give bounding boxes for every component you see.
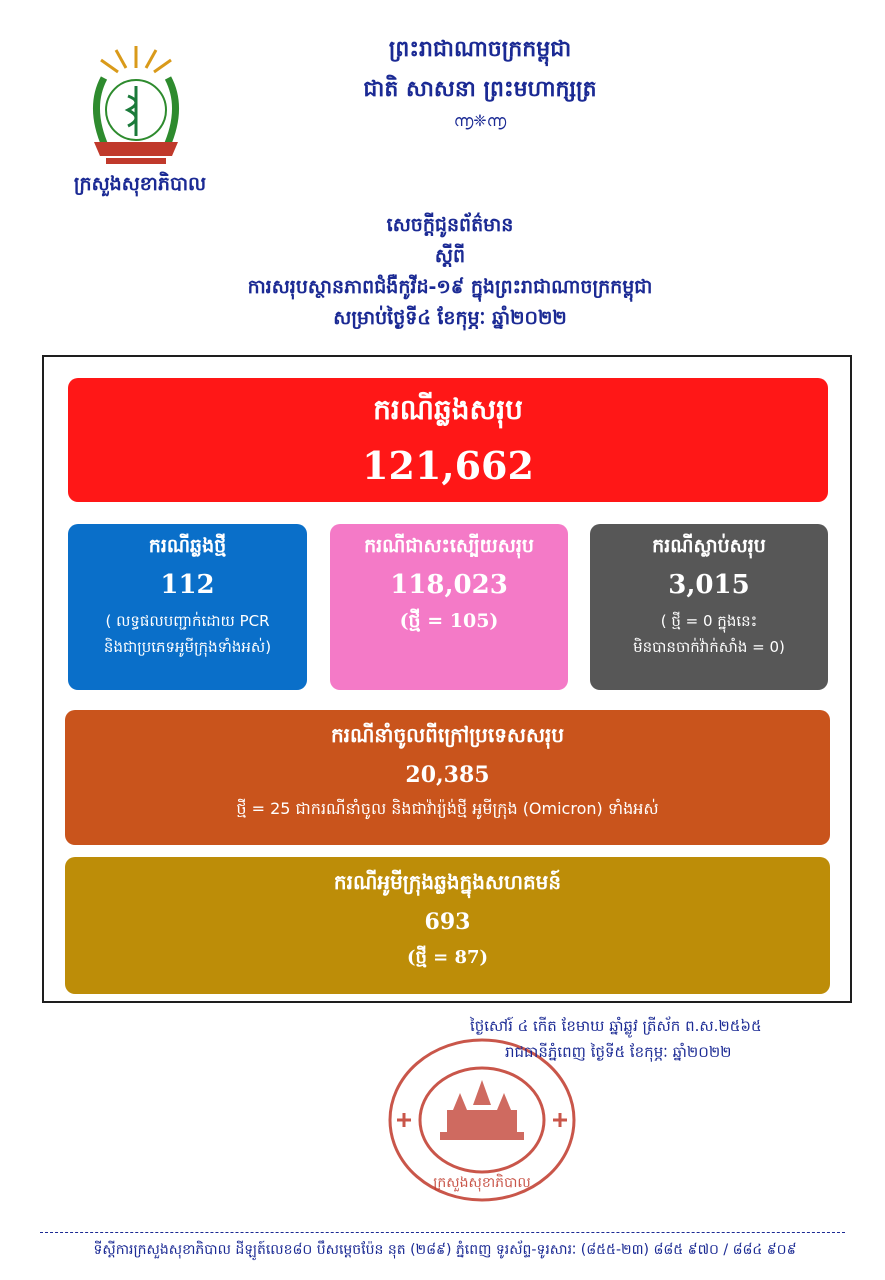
deaths-label: ករណីស្លាប់សរុប — [652, 535, 766, 557]
imported-cases-note: ថ្មី = 25 ជាករណីនាំចូល និងជាវ៉ារ្យ៉ង់ថ្មី អូមីក្រុង (Omicron) ទាំងអស់ — [236, 799, 659, 818]
deaths-value: 3,015 — [668, 570, 750, 600]
omicron-community-value: 693 — [424, 909, 471, 935]
kingdom-name: ព្រះរាជាណាចក្រកម្ពុជា — [388, 37, 572, 62]
stamp-text: ក្រសួងសុខាភិបាល — [433, 1175, 531, 1191]
new-cases-note — [68, 608, 307, 660]
total-cases-value: 121,662 — [362, 443, 534, 488]
footer-address: ទីស្តីការក្រសួងសុខាភិបាល ដីឡូត៍លេខ៨០ បឹសម្តេចប៉ែន នុត (២៨៩) ភ្នំពេញ ទូរស័ព្ទ-ទូរសារៈ (៨៥៥-២៣) ៨៨៥ ៩៧០ / ៨៨៤ ៩០៩ — [93, 1242, 797, 1258]
omicron-community-note: (ថ្មី = 87) — [406, 947, 489, 968]
imported-cases-card — [65, 710, 830, 845]
total-cases-card — [68, 378, 828, 502]
new-cases-card — [68, 524, 307, 690]
title-line-3: ការសរុបស្ថានភាពជំងឺកូវីដ-១៩ ក្នុងព្រះរាជាណាចក្រកម្ពុជា — [247, 276, 653, 298]
title-line-2: ស្តីពី — [434, 245, 466, 267]
title-line-4: សម្រាប់ថ្ងៃទី៤ ខែកុម្ភៈ ឆ្នាំ២០២២ — [333, 307, 567, 329]
ornament: ൬❈൬ — [453, 111, 507, 130]
new-cases-note-line-2: និងជាប្រភេទអូមីក្រុងទាំងអស់) — [103, 638, 272, 656]
imported-cases-label: ករណីនាំចូលពីក្រៅប្រទេសសរុប — [330, 723, 565, 747]
new-cases-label: ករណីឆ្លងថ្មី — [148, 535, 227, 557]
new-cases-value: 112 — [160, 570, 215, 600]
lunar-date: ថ្ងៃសៅរ៍ ៤ កើត ខែមាឃ ឆ្នាំឆ្លូវ ត្រីស័ក ព.ស.២៥៦៥ — [470, 1017, 762, 1035]
footer-divider — [40, 1232, 845, 1233]
deaths-card — [590, 524, 828, 690]
ministry-logo — [76, 38, 196, 168]
place-and-date: រាជធានីភ្នំពេញ ថ្ងៃទី៥ ខែកុម្ភៈ ឆ្នាំ២០២២ — [505, 1043, 732, 1061]
kingdom-header — [300, 30, 660, 132]
total-cases-label: ករណីឆ្លងសរុប — [373, 393, 523, 426]
recovered-card — [330, 524, 568, 690]
national-motto: ជាតិ សាសនា ព្រះមហាក្សត្រ — [363, 77, 597, 102]
deaths-note — [590, 608, 828, 660]
omicron-community-card — [65, 857, 830, 994]
imported-cases-value: 20,385 — [405, 762, 490, 788]
new-cases-note-line-1: ( លទ្ធផលបញ្ជាក់ដោយ PCR — [105, 612, 270, 630]
recovered-label: ករណីជាសះស្បើយសរុប — [364, 535, 534, 557]
deaths-note-line-1: ( ថ្មី = 0 ក្នុងនេះ — [660, 612, 758, 630]
omicron-community-label: ករណីអូមីក្រុងឆ្លងក្នុងសហគមន៍ — [333, 870, 562, 894]
deaths-note-line-2: មិនបានចាក់វ៉ាក់សាំង = 0) — [633, 638, 785, 656]
document-title — [150, 210, 750, 334]
recovered-value: 118,023 — [390, 570, 508, 600]
title-line-1: សេចក្តីជូនព័ត៌មាន — [386, 214, 514, 236]
recovered-note: (ថ្មី = 105) — [399, 610, 499, 632]
ministry-name: ក្រសួងសុខាភិបាល — [73, 173, 207, 195]
